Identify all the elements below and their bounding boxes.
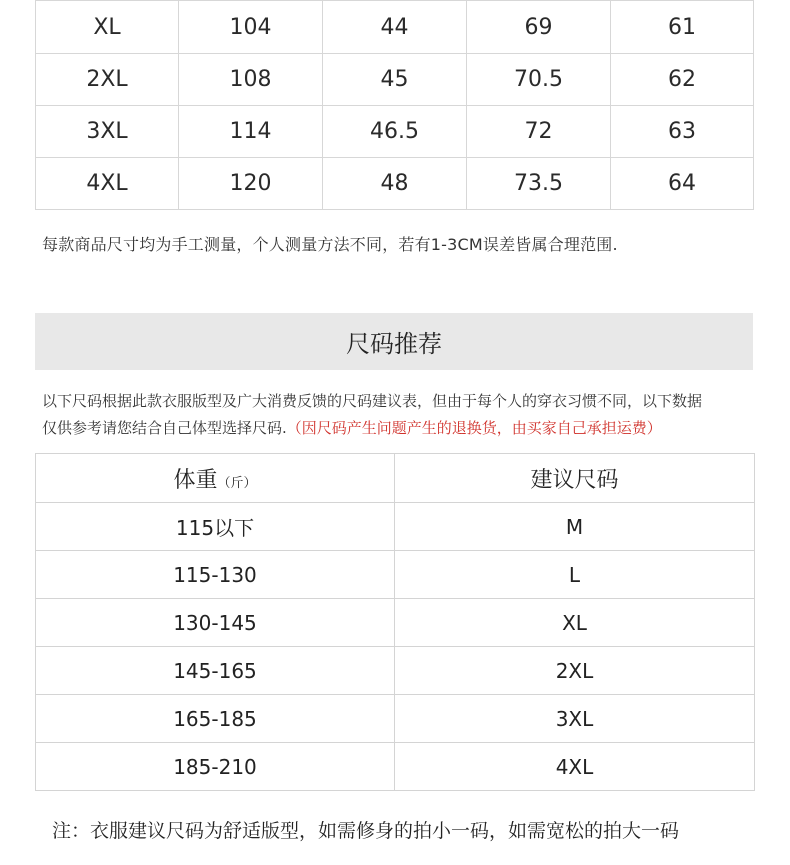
intro-line-2	[42, 415, 754, 442]
table-cell: 120	[179, 158, 323, 210]
table-cell: 63	[611, 106, 754, 158]
table-row	[36, 599, 755, 647]
recommendation-table	[35, 453, 755, 791]
table-cell: 4XL	[36, 158, 179, 210]
table-cell: 61	[611, 1, 754, 54]
size-cell: M	[395, 503, 755, 551]
size-cell: 4XL	[395, 743, 755, 791]
size-cell: 3XL	[395, 695, 755, 743]
table-cell: 72	[467, 106, 611, 158]
intro-line-1: 以下尺码根据此款衣服版型及广大消费反馈的尺码建议表，但由于每个人的穿衣习惯不同，以下数据	[42, 392, 703, 410]
table-row	[36, 503, 755, 551]
weight-cell: 145-165	[36, 647, 395, 695]
table-cell: 44	[323, 1, 467, 54]
table-row	[36, 551, 755, 599]
table-cell: 104	[179, 1, 323, 54]
table-row	[36, 1, 754, 54]
weight-column-header	[36, 454, 395, 503]
size-column-header: 建议尺码	[395, 454, 755, 503]
table-header-row	[36, 454, 755, 503]
fit-advice-note: 注：衣服建议尺码为舒适版型，如需修身的拍小一码，如需宽松的拍大一码	[52, 820, 680, 842]
table-row	[36, 695, 755, 743]
table-cell: 114	[179, 106, 323, 158]
table-cell: 62	[611, 54, 754, 106]
size-chart-table	[35, 0, 754, 210]
table-cell: 45	[323, 54, 467, 106]
table-cell: 73.5	[467, 158, 611, 210]
table-row	[36, 647, 755, 695]
table-row	[36, 54, 754, 106]
weight-cell: 130-145	[36, 599, 395, 647]
table-row	[36, 106, 754, 158]
size-cell: XL	[395, 599, 755, 647]
weight-header-label: 体重	[173, 467, 218, 493]
table-cell: 46.5	[323, 106, 467, 158]
size-cell: L	[395, 551, 755, 599]
table-cell: 69	[467, 1, 611, 54]
measurement-note: 每款商品尺寸均为手工测量，个人测量方法不同，若有1-3CM误差皆属合理范围.	[42, 235, 618, 254]
weight-cell: 165-185	[36, 695, 395, 743]
table-row	[36, 743, 755, 791]
return-warning: （因尺码产生问题产生的退换货，由买家自己承担运费）	[286, 419, 662, 437]
weight-cell: 115-130	[36, 551, 395, 599]
weight-cell: 115以下	[36, 503, 395, 551]
recommendation-intro	[42, 388, 754, 442]
size-recommendation-title: 尺码推荐	[35, 313, 753, 370]
table-cell: 64	[611, 158, 754, 210]
table-cell: XL	[36, 1, 179, 54]
size-cell: 2XL	[395, 647, 755, 695]
intro-text: 仅供参考请您结合自己体型选择尺码.	[42, 419, 287, 437]
weight-unit: （斤）	[217, 475, 257, 491]
table-cell: 48	[323, 158, 467, 210]
table-cell: 3XL	[36, 106, 179, 158]
weight-cell: 185-210	[36, 743, 395, 791]
table-row	[36, 158, 754, 210]
table-cell: 70.5	[467, 54, 611, 106]
table-cell: 108	[179, 54, 323, 106]
table-cell: 2XL	[36, 54, 179, 106]
